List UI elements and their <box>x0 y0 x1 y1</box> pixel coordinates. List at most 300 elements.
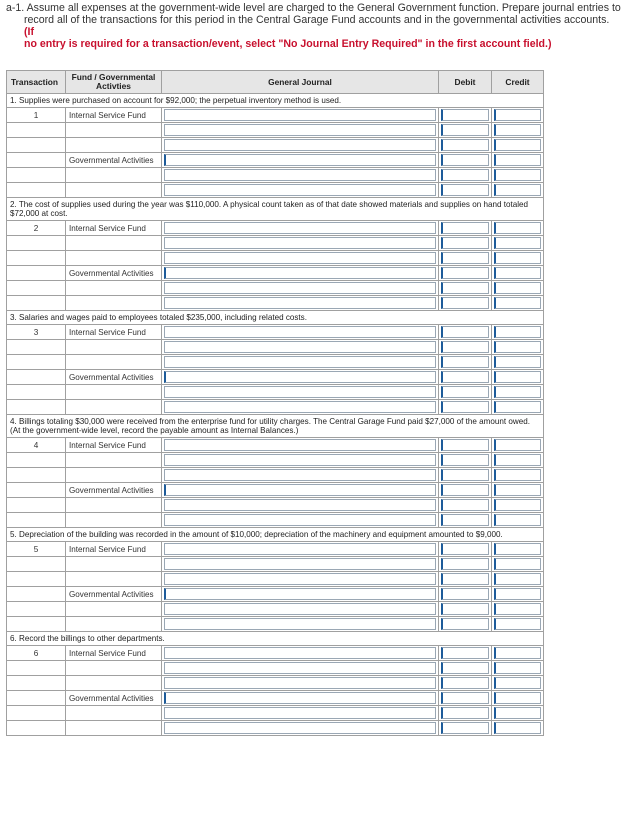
credit-input[interactable] <box>494 371 541 383</box>
journal-entry-row <box>7 251 544 266</box>
transaction-number <box>7 138 66 153</box>
credit-input[interactable] <box>494 252 541 264</box>
debit-cell <box>439 646 492 661</box>
transaction-number <box>7 557 66 572</box>
debit-input[interactable] <box>441 297 489 309</box>
debit-cell <box>439 168 492 183</box>
credit-cell <box>492 721 544 736</box>
account-select[interactable] <box>164 514 436 526</box>
account-cell <box>162 153 439 168</box>
journal-entry-row <box>7 542 544 557</box>
fund-label <box>66 572 162 587</box>
credit-cell <box>492 385 544 400</box>
transaction-description-row <box>7 632 544 646</box>
journal-entry-row <box>7 340 544 355</box>
debit-input[interactable] <box>441 707 489 719</box>
credit-input[interactable] <box>494 543 541 555</box>
account-cell <box>162 370 439 385</box>
debit-input[interactable] <box>441 514 489 526</box>
account-select[interactable] <box>164 386 436 398</box>
transaction-description-row <box>7 94 544 108</box>
transaction-description: 2. The cost of supplies used during the year was $110,000. A physical count taken as of that date showed materials and supplies on hand totaled $72,000 at cost. <box>7 198 544 221</box>
fund-label <box>66 236 162 251</box>
fund-label <box>66 385 162 400</box>
account-cell <box>162 340 439 355</box>
account-cell <box>162 483 439 498</box>
transaction-number <box>7 183 66 198</box>
debit-cell <box>439 400 492 415</box>
account-cell <box>162 236 439 251</box>
account-select[interactable] <box>164 154 436 166</box>
transaction-number <box>7 355 66 370</box>
transaction-number: 2 <box>7 221 66 236</box>
account-select[interactable] <box>164 677 436 689</box>
account-select[interactable] <box>164 222 436 234</box>
credit-cell <box>492 138 544 153</box>
account-cell <box>162 661 439 676</box>
fund-label <box>66 296 162 311</box>
debit-input[interactable] <box>441 573 489 585</box>
journal-entry-row <box>7 400 544 415</box>
debit-cell <box>439 661 492 676</box>
account-select[interactable] <box>164 252 436 264</box>
journal-entry-row <box>7 706 544 721</box>
journal-body <box>7 94 544 736</box>
credit-input[interactable] <box>494 707 541 719</box>
fund-label <box>66 513 162 528</box>
credit-input[interactable] <box>494 139 541 151</box>
debit-cell <box>439 325 492 340</box>
transaction-description: 3. Salaries and wages paid to employees totaled $235,000, including related costs. <box>7 311 544 325</box>
transaction-number <box>7 453 66 468</box>
credit-input[interactable] <box>494 326 541 338</box>
account-select[interactable] <box>164 184 436 196</box>
transaction-number: 1 <box>7 108 66 123</box>
credit-cell <box>492 123 544 138</box>
journal-entry-row <box>7 370 544 385</box>
credit-cell <box>492 646 544 661</box>
credit-input[interactable] <box>494 469 541 481</box>
credit-input[interactable] <box>494 573 541 585</box>
account-cell <box>162 325 439 340</box>
credit-cell <box>492 266 544 281</box>
debit-cell <box>439 468 492 483</box>
journal-entry-row <box>7 498 544 513</box>
credit-input[interactable] <box>494 401 541 413</box>
credit-input[interactable] <box>494 722 541 734</box>
journal-entry-row <box>7 168 544 183</box>
account-select[interactable] <box>164 439 436 451</box>
debit-input[interactable] <box>441 124 489 136</box>
account-select[interactable] <box>164 573 436 585</box>
instructions-line-2-text: record all of the transactions for this period in the Central Garage Fund accounts and in the governmental activities accounts. <box>24 14 610 26</box>
account-cell <box>162 296 439 311</box>
fund-label: Governmental Activities <box>66 370 162 385</box>
transaction-description: 5. Depreciation of the building was recorded in the amount of $10,000; depreciation of the machinery and equipment amounted to $9,000. <box>7 528 544 542</box>
credit-input[interactable] <box>494 297 541 309</box>
transaction-number: 4 <box>7 438 66 453</box>
debit-input[interactable] <box>441 662 489 674</box>
credit-input[interactable] <box>494 454 541 466</box>
account-select[interactable] <box>164 401 436 413</box>
account-select[interactable] <box>164 341 436 353</box>
transaction-description: 4. Billings totaling $30,000 were received from the enterprise fund for utility charges. The Central Garage Fund paid $27,000 of the amount owed. (At the government-wide level, record the payable amount as Internal Balances.) <box>7 415 544 438</box>
debit-cell <box>439 123 492 138</box>
debit-input[interactable] <box>441 618 489 630</box>
debit-input[interactable] <box>441 184 489 196</box>
debit-input[interactable] <box>441 386 489 398</box>
account-cell <box>162 108 439 123</box>
journal-entry-row <box>7 483 544 498</box>
debit-cell <box>439 340 492 355</box>
account-cell <box>162 542 439 557</box>
header-general-journal: General Journal <box>162 71 439 94</box>
debit-cell <box>439 587 492 602</box>
account-cell <box>162 355 439 370</box>
debit-cell <box>439 721 492 736</box>
debit-input[interactable] <box>441 169 489 181</box>
fund-label: Internal Service Fund <box>66 108 162 123</box>
account-cell <box>162 183 439 198</box>
credit-input[interactable] <box>494 514 541 526</box>
fund-label: Governmental Activities <box>66 266 162 281</box>
account-select[interactable] <box>164 297 436 309</box>
debit-input[interactable] <box>441 677 489 689</box>
transaction-number <box>7 691 66 706</box>
transaction-number <box>7 153 66 168</box>
debit-cell <box>439 676 492 691</box>
credit-cell <box>492 370 544 385</box>
journal-entry-row <box>7 236 544 251</box>
account-cell <box>162 468 439 483</box>
debit-cell <box>439 706 492 721</box>
account-select[interactable] <box>164 237 436 249</box>
account-select[interactable] <box>164 707 436 719</box>
transaction-number <box>7 661 66 676</box>
transaction-description: 1. Supplies were purchased on account for $92,000; the perpetual inventory method is used. <box>7 94 544 108</box>
fund-label: Internal Service Fund <box>66 542 162 557</box>
credit-input[interactable] <box>494 618 541 630</box>
credit-cell <box>492 513 544 528</box>
debit-cell <box>439 236 492 251</box>
credit-input[interactable] <box>494 222 541 234</box>
transaction-number <box>7 721 66 736</box>
account-cell <box>162 691 439 706</box>
journal-entry-row <box>7 385 544 400</box>
account-select[interactable] <box>164 356 436 368</box>
credit-cell <box>492 108 544 123</box>
credit-cell <box>492 296 544 311</box>
debit-input[interactable] <box>441 469 489 481</box>
journal-entry-row <box>7 602 544 617</box>
debit-input[interactable] <box>441 484 489 496</box>
transaction-number <box>7 296 66 311</box>
account-select[interactable] <box>164 326 436 338</box>
credit-cell <box>492 400 544 415</box>
instructions-note: no entry is required for a transaction/event, select "No Journal Entry Required" in the first account field.) <box>24 38 552 50</box>
journal-entry-row <box>7 572 544 587</box>
account-select[interactable] <box>164 647 436 659</box>
account-cell <box>162 617 439 632</box>
debit-cell <box>439 221 492 236</box>
debit-input[interactable] <box>441 588 489 600</box>
transaction-number <box>7 236 66 251</box>
credit-input[interactable] <box>494 662 541 674</box>
account-cell <box>162 602 439 617</box>
journal-entry-row <box>7 123 544 138</box>
debit-input[interactable] <box>441 341 489 353</box>
debit-input[interactable] <box>441 543 489 555</box>
fund-label: Internal Service Fund <box>66 325 162 340</box>
transaction-number <box>7 483 66 498</box>
debit-cell <box>439 602 492 617</box>
account-cell <box>162 513 439 528</box>
credit-input[interactable] <box>494 603 541 615</box>
journal-entry-row <box>7 617 544 632</box>
credit-cell <box>492 542 544 557</box>
transaction-description-row <box>7 198 544 221</box>
credit-cell <box>492 355 544 370</box>
credit-cell <box>492 602 544 617</box>
debit-cell <box>439 572 492 587</box>
account-select[interactable] <box>164 139 436 151</box>
credit-input[interactable] <box>494 484 541 496</box>
journal-entry-row <box>7 221 544 236</box>
instructions <box>6 2 621 50</box>
fund-label: Governmental Activities <box>66 691 162 706</box>
credit-input[interactable] <box>494 237 541 249</box>
account-cell <box>162 572 439 587</box>
debit-cell <box>439 513 492 528</box>
fund-label <box>66 557 162 572</box>
debit-input[interactable] <box>441 603 489 615</box>
fund-label <box>66 676 162 691</box>
journal-entry-row <box>7 453 544 468</box>
account-select[interactable] <box>164 692 436 704</box>
account-select[interactable] <box>164 267 436 279</box>
debit-input[interactable] <box>441 252 489 264</box>
journal-entry-row <box>7 513 544 528</box>
transaction-number <box>7 340 66 355</box>
fund-label: Governmental Activities <box>66 153 162 168</box>
transaction-number <box>7 676 66 691</box>
transaction-number: 3 <box>7 325 66 340</box>
journal-entry-row <box>7 183 544 198</box>
fund-label <box>66 468 162 483</box>
debit-input[interactable] <box>441 558 489 570</box>
account-cell <box>162 646 439 661</box>
transaction-description-row <box>7 528 544 542</box>
account-select[interactable] <box>164 603 436 615</box>
transaction-number <box>7 587 66 602</box>
account-select[interactable] <box>164 543 436 555</box>
account-select[interactable] <box>164 588 436 600</box>
debit-input[interactable] <box>441 222 489 234</box>
instructions-note-start: (If <box>24 26 34 38</box>
debit-input[interactable] <box>441 499 489 511</box>
credit-input[interactable] <box>494 647 541 659</box>
transaction-number <box>7 468 66 483</box>
credit-cell <box>492 691 544 706</box>
debit-input[interactable] <box>441 722 489 734</box>
account-select[interactable] <box>164 124 436 136</box>
account-select[interactable] <box>164 662 436 674</box>
account-select[interactable] <box>164 722 436 734</box>
debit-input[interactable] <box>441 439 489 451</box>
transaction-number <box>7 602 66 617</box>
account-select[interactable] <box>164 469 436 481</box>
instructions-line-2 <box>6 14 621 38</box>
account-cell <box>162 251 439 266</box>
header-transaction: Transaction <box>7 71 66 94</box>
debit-cell <box>439 108 492 123</box>
credit-input[interactable] <box>494 499 541 511</box>
journal-entry-row <box>7 355 544 370</box>
fund-label <box>66 498 162 513</box>
transaction-number <box>7 400 66 415</box>
account-cell <box>162 221 439 236</box>
credit-cell <box>492 221 544 236</box>
journal-entry-row <box>7 325 544 340</box>
credit-cell <box>492 706 544 721</box>
debit-input[interactable] <box>441 154 489 166</box>
debit-cell <box>439 370 492 385</box>
credit-input[interactable] <box>494 356 541 368</box>
account-cell <box>162 138 439 153</box>
credit-cell <box>492 325 544 340</box>
account-select[interactable] <box>164 454 436 466</box>
journal-entry-row <box>7 661 544 676</box>
credit-cell <box>492 468 544 483</box>
debit-input[interactable] <box>441 647 489 659</box>
transaction-number: 5 <box>7 542 66 557</box>
credit-cell <box>492 168 544 183</box>
journal-entry-row <box>7 646 544 661</box>
debit-input[interactable] <box>441 326 489 338</box>
account-select[interactable] <box>164 499 436 511</box>
journal-entry-row <box>7 468 544 483</box>
account-cell <box>162 453 439 468</box>
credit-cell <box>492 676 544 691</box>
credit-cell <box>492 153 544 168</box>
debit-input[interactable] <box>441 139 489 151</box>
credit-input[interactable] <box>494 184 541 196</box>
account-cell <box>162 400 439 415</box>
transaction-number <box>7 123 66 138</box>
credit-input[interactable] <box>494 588 541 600</box>
transaction-description: 6. Record the billings to other departments. <box>7 632 544 646</box>
fund-label: Internal Service Fund <box>66 221 162 236</box>
transaction-number <box>7 513 66 528</box>
transaction-number <box>7 706 66 721</box>
credit-input[interactable] <box>494 692 541 704</box>
fund-label: Internal Service Fund <box>66 646 162 661</box>
debit-cell <box>439 296 492 311</box>
credit-input[interactable] <box>494 124 541 136</box>
journal-table <box>6 70 544 736</box>
debit-input[interactable] <box>441 371 489 383</box>
credit-input[interactable] <box>494 439 541 451</box>
account-select[interactable] <box>164 109 436 121</box>
account-select[interactable] <box>164 558 436 570</box>
fund-label <box>66 138 162 153</box>
debit-cell <box>439 355 492 370</box>
debit-cell <box>439 498 492 513</box>
debit-cell <box>439 438 492 453</box>
journal-entry-row <box>7 281 544 296</box>
transaction-number <box>7 281 66 296</box>
debit-input[interactable] <box>441 356 489 368</box>
fund-label <box>66 661 162 676</box>
account-cell <box>162 385 439 400</box>
transaction-number <box>7 370 66 385</box>
account-select[interactable] <box>164 484 436 496</box>
fund-label: Governmental Activities <box>66 483 162 498</box>
account-select[interactable] <box>164 169 436 181</box>
account-cell <box>162 168 439 183</box>
journal-entry-row <box>7 108 544 123</box>
debit-input[interactable] <box>441 237 489 249</box>
account-select[interactable] <box>164 282 436 294</box>
journal-entry-row <box>7 557 544 572</box>
transaction-number: 6 <box>7 646 66 661</box>
credit-input[interactable] <box>494 677 541 689</box>
debit-input[interactable] <box>441 401 489 413</box>
account-cell <box>162 498 439 513</box>
account-cell <box>162 123 439 138</box>
debit-cell <box>439 691 492 706</box>
credit-input[interactable] <box>494 267 541 279</box>
journal-entry-row <box>7 438 544 453</box>
credit-cell <box>492 572 544 587</box>
credit-input[interactable] <box>494 282 541 294</box>
fund-label <box>66 183 162 198</box>
debit-cell <box>439 453 492 468</box>
header-debit: Debit <box>439 71 492 94</box>
transaction-number <box>7 498 66 513</box>
debit-cell <box>439 183 492 198</box>
credit-cell <box>492 281 544 296</box>
credit-input[interactable] <box>494 558 541 570</box>
credit-input[interactable] <box>494 341 541 353</box>
credit-input[interactable] <box>494 169 541 181</box>
debit-input[interactable] <box>441 267 489 279</box>
fund-label: Internal Service Fund <box>66 438 162 453</box>
credit-input[interactable] <box>494 386 541 398</box>
debit-cell <box>439 617 492 632</box>
debit-cell <box>439 385 492 400</box>
debit-cell <box>439 281 492 296</box>
debit-input[interactable] <box>441 454 489 466</box>
account-select[interactable] <box>164 371 436 383</box>
credit-input[interactable] <box>494 154 541 166</box>
debit-input[interactable] <box>441 282 489 294</box>
transaction-number <box>7 266 66 281</box>
debit-input[interactable] <box>441 692 489 704</box>
account-cell <box>162 721 439 736</box>
debit-cell <box>439 251 492 266</box>
debit-input[interactable] <box>441 109 489 121</box>
credit-input[interactable] <box>494 109 541 121</box>
account-cell <box>162 438 439 453</box>
credit-cell <box>492 557 544 572</box>
account-cell <box>162 676 439 691</box>
debit-cell <box>439 542 492 557</box>
journal-entry-row <box>7 676 544 691</box>
account-select[interactable] <box>164 618 436 630</box>
credit-cell <box>492 340 544 355</box>
account-cell <box>162 557 439 572</box>
